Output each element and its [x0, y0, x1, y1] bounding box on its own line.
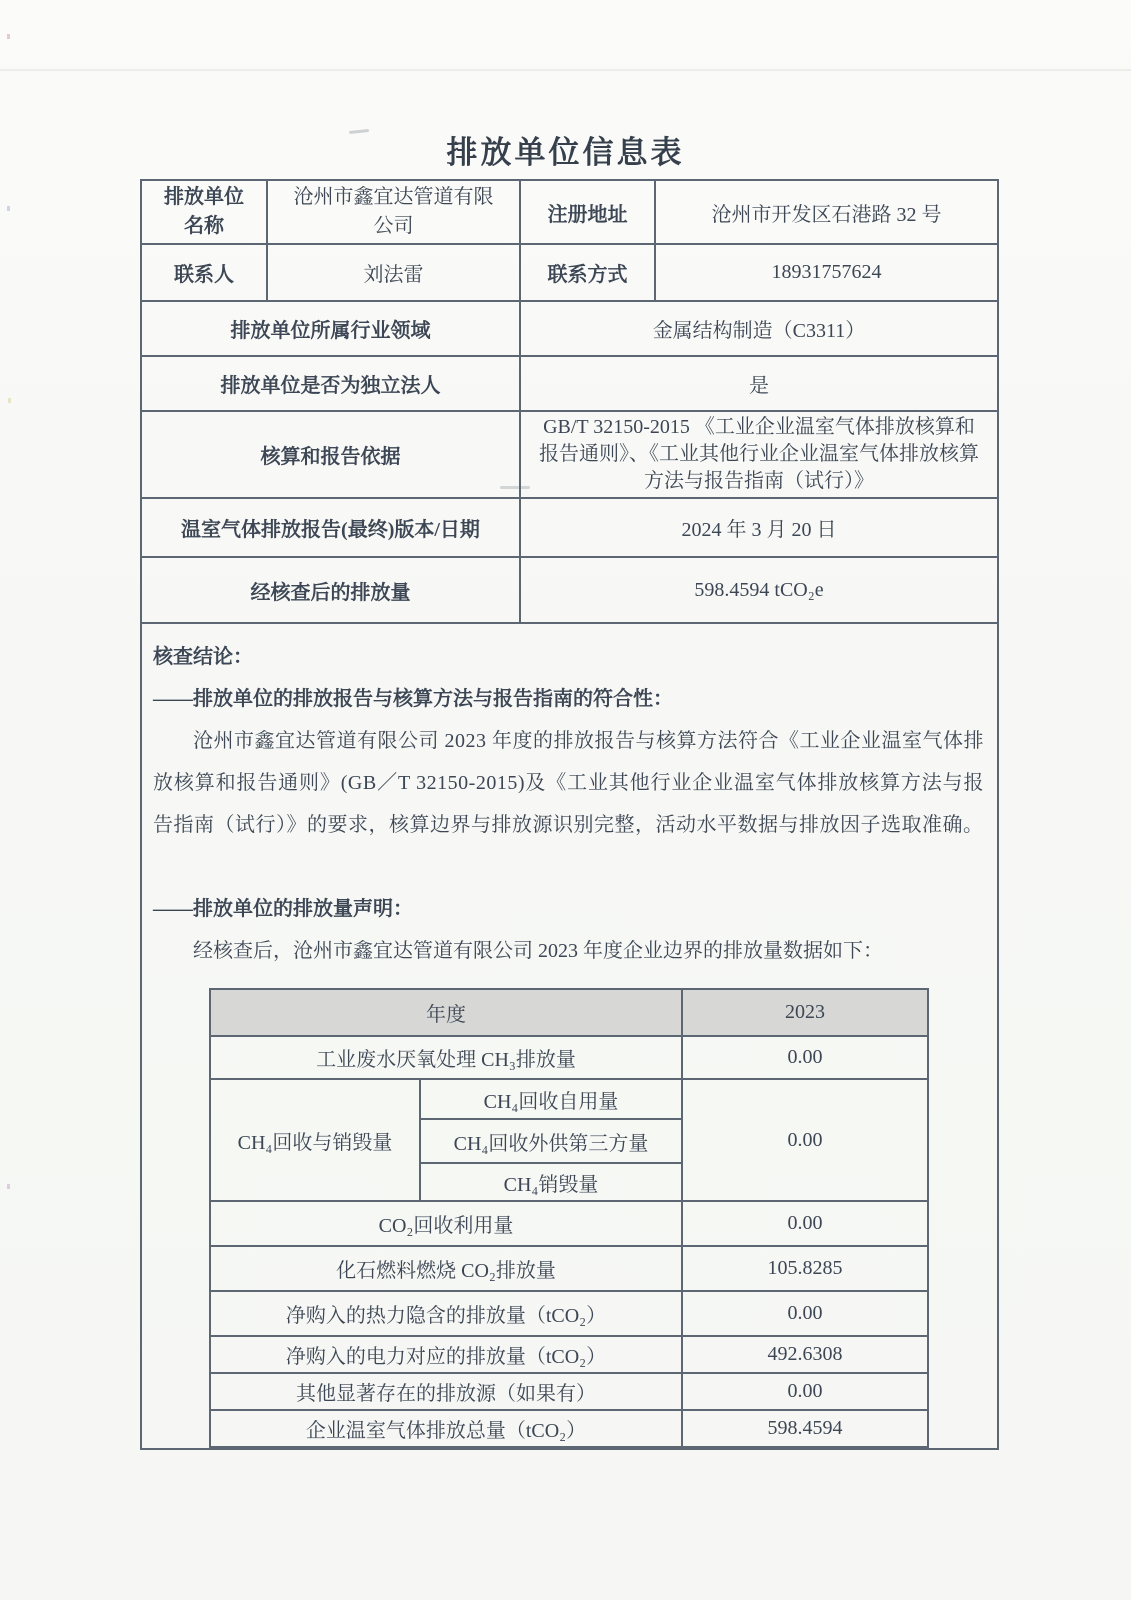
table-row: [141, 411, 998, 498]
total-emissions-value: 598.4594: [682, 1410, 928, 1447]
industry-value: 金属结构制造（C3311）: [520, 301, 998, 356]
accounting-basis-value: GB/T 32150-2015 《工业企业温室气体排放核算和报告通则》、《工业其他行业企业温室气体排放核算方法与报告指南（试行）》: [520, 411, 998, 498]
table-row: [141, 301, 998, 356]
independent-legal-value: 是: [520, 356, 998, 411]
ch4-destroyed-label: CH₄销毁量: [420, 1163, 682, 1201]
ch4-third-party-label: CH₄回收外供第三方量: [420, 1119, 682, 1163]
ch4-recovery-group-label: CH₄回收与销毁量: [210, 1079, 420, 1201]
table-row: [141, 180, 998, 244]
year-value-cell: 2023: [682, 989, 928, 1036]
conclusion-heading: 核查结论：: [153, 646, 253, 668]
report-version-label: 温室气体排放报告(最终)版本/日期: [141, 498, 520, 557]
accounting-basis-label: 核算和报告依据: [141, 411, 520, 498]
industry-label: 排放单位所属行业领域: [141, 301, 520, 356]
unit-name-label-text: 排放单位名称: [164, 186, 244, 237]
scan-artifact-speck: [8, 398, 11, 403]
co2-recovery-value: 0.00: [682, 1201, 928, 1246]
conclusion-item1-heading: ——排放单位的排放报告与核算方法与报告指南的符合性：: [153, 688, 673, 710]
verified-emissions-label: 经核查后的排放量: [141, 557, 520, 623]
table-row: [210, 1036, 928, 1079]
purchased-heat-label: 净购入的热力隐含的排放量（tCO₂）: [210, 1291, 682, 1336]
report-version-value: 2024 年 3 月 20 日: [520, 498, 998, 557]
table-row: [141, 356, 998, 411]
table-row: [210, 1410, 928, 1447]
scan-artifact-speck: [7, 34, 10, 39]
table-row: [141, 244, 998, 301]
table-row: [210, 1079, 928, 1119]
other-sources-value: 0.00: [682, 1373, 928, 1410]
wastewater-ch4-value: 0.00: [682, 1036, 928, 1079]
co2-recovery-label: CO₂回收利用量: [210, 1201, 682, 1246]
unit-name-value: [267, 180, 520, 244]
verification-conclusion-cell: [141, 623, 998, 1449]
unit-name-text: 沧州市鑫宜达管道有限公司: [293, 186, 494, 237]
emission-data-table: [209, 988, 929, 1448]
table-row: [210, 1201, 928, 1246]
fossil-fuel-value: 105.8285: [682, 1246, 928, 1291]
unit-info-table: [140, 179, 999, 1450]
unit-name-label: [141, 180, 267, 244]
ch4-self-use-label: CH₄回收自用量: [420, 1079, 682, 1119]
conclusion-item2-text: 经核查后，沧州市鑫宜达管道有限公司 2023 年度企业边界的排放量数据如下：: [193, 940, 883, 962]
wastewater-ch4-label: 工业废水厌氧处理 CH₃排放量: [210, 1036, 682, 1079]
independent-legal-label: 排放单位是否为独立法人: [141, 356, 520, 411]
table-row: [210, 1246, 928, 1291]
table-row: [141, 498, 998, 557]
conclusion-item1-text: 沧州市鑫宜达管道有限公司 2023 年度的排放报告与核算方法符合《工业企业温室气体排放核算和报告通则》(GB／T 32150-2015)及《工业其他行业企业温室气体排放核算方法与报告指南（试行）》的要求，核算边界与排放源识别完整，活动水平数据与排放因子选取准确。: [153, 730, 984, 836]
table-row: [210, 1291, 928, 1336]
other-sources-label: 其他显著存在的排放源（如果有）: [210, 1373, 682, 1410]
purchased-electricity-value: 492.6308: [682, 1336, 928, 1373]
conclusion-item2-heading: ——排放单位的排放量声明：: [153, 898, 413, 920]
page-title: 排放单位信息表: [446, 135, 685, 170]
scan-artifact-line: [0, 69, 1131, 71]
table-row: [210, 1336, 928, 1373]
scan-artifact-speck: [7, 206, 10, 211]
registered-address-value: 沧州市开发区石港路 32 号: [655, 180, 998, 244]
purchased-heat-value: 0.00: [682, 1291, 928, 1336]
contact-value: 刘法雷: [267, 244, 520, 301]
verified-emissions-value: 598.4594 tCO₂e: [520, 557, 998, 623]
registered-address-label: 注册地址: [520, 180, 655, 244]
phone-value: 18931757624: [655, 244, 998, 301]
ch4-recovery-value: 0.00: [682, 1079, 928, 1201]
table-row: [141, 623, 998, 1449]
table-row: [141, 557, 998, 623]
phone-label: 联系方式: [520, 244, 655, 301]
total-emissions-label: 企业温室气体排放总量（tCO₂）: [210, 1410, 682, 1447]
purchased-electricity-label: 净购入的电力对应的排放量（tCO₂）: [210, 1336, 682, 1373]
year-header-cell: 年度: [210, 989, 682, 1036]
contact-label: 联系人: [141, 244, 267, 301]
table-row: [210, 989, 928, 1036]
scan-artifact-speck: [7, 1184, 10, 1189]
fossil-fuel-label: 化石燃料燃烧 CO₂排放量: [210, 1246, 682, 1291]
table-row: [210, 1373, 928, 1410]
